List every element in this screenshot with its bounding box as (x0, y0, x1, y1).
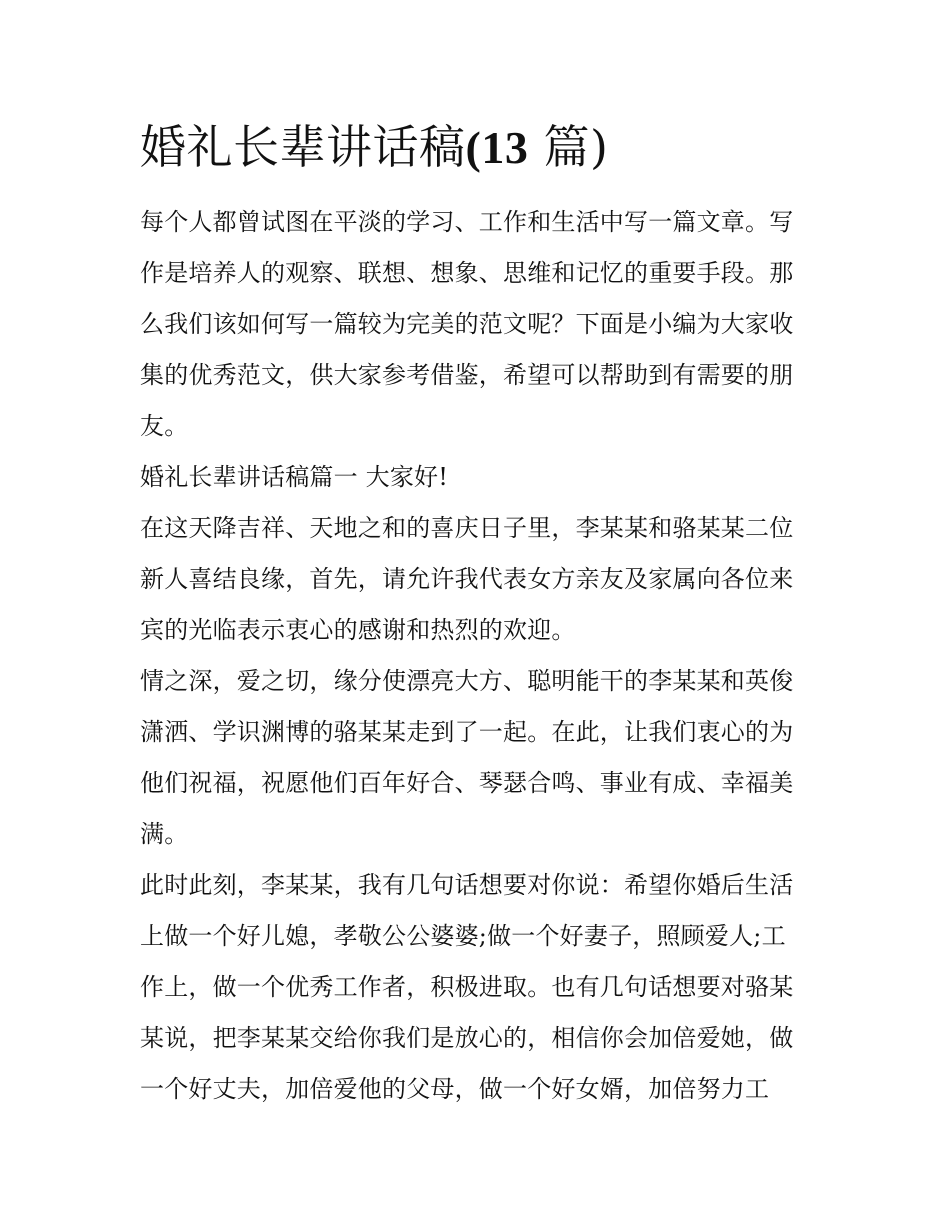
text-line: 作上，做一个优秀工作者，积极进取。也有几句话想要对骆某 (140, 973, 794, 1001)
title-count: (13 (465, 122, 529, 173)
text-line: 一个好丈夫，加倍爱他的父母，做一个好女婿，加倍努力工 (140, 1075, 770, 1103)
text-line: 某说，把李某某交给你我们是放心的，相信你会加倍爱她，做 (140, 1024, 794, 1052)
text-line: 宾的光临表示衷心的感谢和热烈的欢迎。 (140, 616, 576, 644)
text-line: 作是培养人的观察、联想、想象、思维和记忆的重要手段。那 (140, 259, 794, 287)
title-suffix: 篇) (543, 120, 609, 174)
text-line: 情之深，爱之切，缘分使漂亮大方、聪明能干的李某某和英俊 (140, 667, 794, 695)
text-line: 此时此刻，李某某，我有几句话想要对你说：希望你婚后生活 (140, 871, 794, 899)
title-text: 婚礼长辈讲话稿 (140, 120, 466, 174)
text-line: 在这天降吉祥、天地之和的喜庆日子里，李某某和骆某某二位 (140, 514, 794, 542)
document-body (140, 197, 820, 1115)
text-line: 上做一个好儿媳，孝敬公公婆婆;做一个好妻子，照顾爱人;工 (140, 922, 786, 950)
text-line: 他们祝福，祝愿他们百年好合、琴瑟合鸣、事业有成、幸福美 (140, 769, 794, 797)
text-line: 满。 (140, 820, 189, 848)
text-line: 新人喜结良缘，首先，请允许我代表女方亲友及家属向各位来 (140, 565, 794, 593)
section-heading: 婚礼长辈讲话稿篇一 大家好! (140, 463, 449, 491)
document-title (140, 112, 608, 183)
text-line: 友。 (140, 412, 189, 440)
text-line: 潇洒、学识渊博的骆某某走到了一起。在此，让我们衷心的为 (140, 718, 794, 746)
text-line: 每个人都曾试图在平淡的学习、工作和生活中写一篇文章。写 (140, 208, 794, 236)
text-line: 么我们该如何写一篇较为完美的范文呢？下面是小编为大家收 (140, 310, 794, 338)
text-line: 集的优秀范文，供大家参考借鉴，希望可以帮助到有需要的朋 (140, 361, 794, 389)
